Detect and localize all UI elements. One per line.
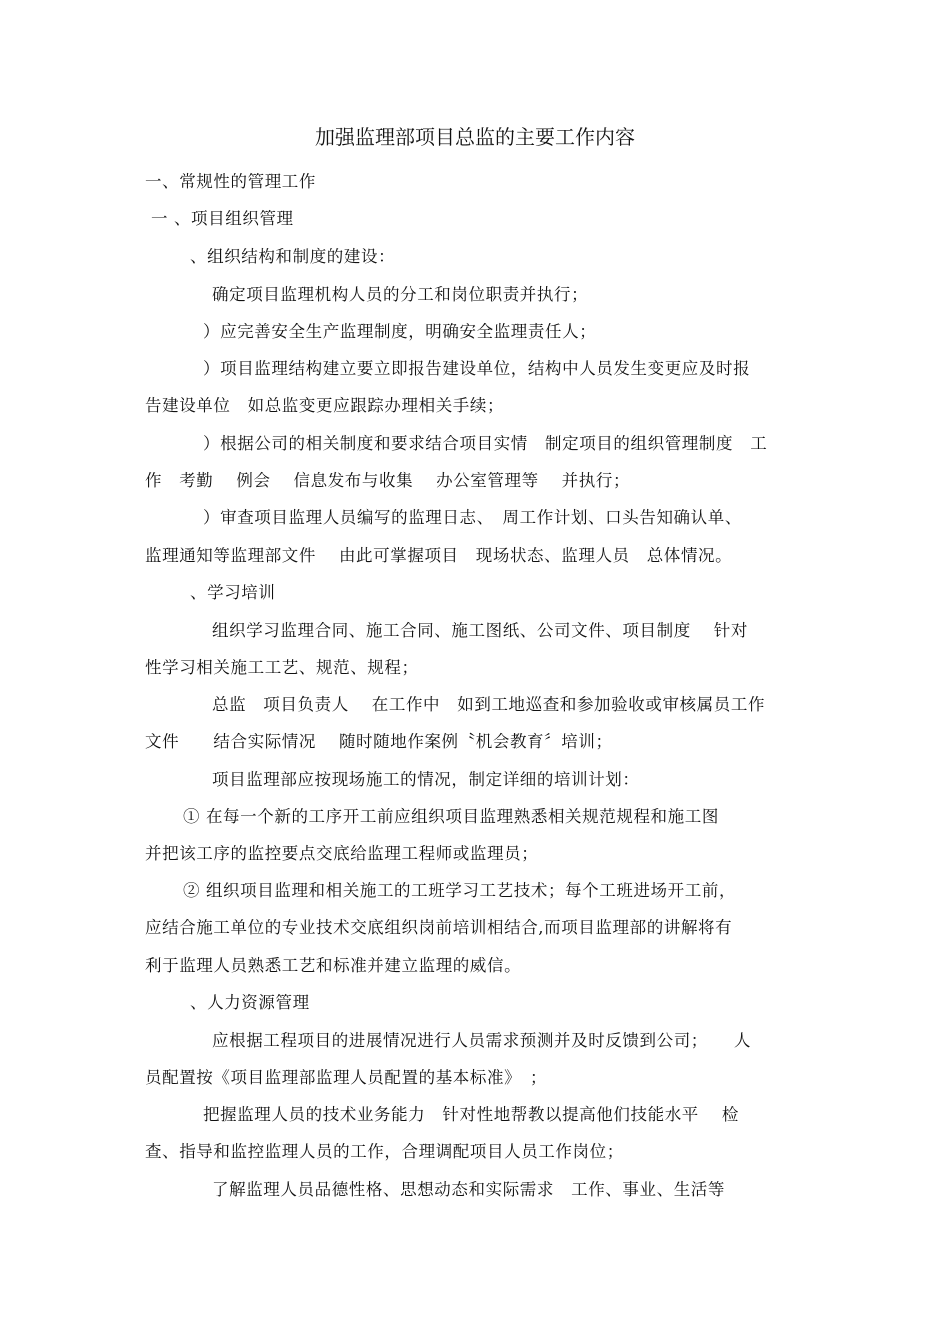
paragraph-line: 应根据工程项目的进展情况进行人员需求预测并及时反馈到公司； 人	[212, 1031, 751, 1050]
paragraph-line: 把握监理人员的技术业务能力 针对性地帮教以提高他们技能水平 检	[203, 1105, 739, 1124]
paragraph-line: ）根据公司的相关制度和要求结合项目实情 制定项目的组织管理制度 工	[203, 434, 768, 453]
list-item: ① 在每一个新的工序开工前应组织项目监理熟悉相关规范规程和施工图	[183, 807, 719, 826]
paragraph-line: 查、指导和监控监理人员的工作，合理调配项目人员工作岗位；	[145, 1142, 624, 1161]
item-heading: 、组织结构和制度的建设：	[190, 247, 396, 266]
section-heading: 一、常规性的管理工作	[145, 172, 316, 191]
paragraph-line: ）项目监理结构建立要立即报告建设单位，结构中人员发生变更应及时报	[203, 359, 751, 378]
document-title: 加强监理部项目总监的主要工作内容	[315, 125, 635, 149]
paragraph-line: 文件 结合实际情况 随时随地作案例〝机会教育〞培训；	[145, 732, 613, 751]
paragraph-line: 利于监理人员熟悉工艺和标准并建立监理的威信。	[145, 956, 522, 975]
paragraph-line: 总监 项目负责人 在工作中 如到工地巡查和参加验收或审核属员工作	[212, 695, 766, 714]
subsection-heading: 一 、项目组织管理	[151, 209, 294, 228]
item-heading: 、人力资源管理	[190, 993, 310, 1012]
paragraph-line: 监理通知等监理部文件 由此可掌握项目 现场状态、监理人员 总体情况。	[145, 546, 733, 565]
paragraph-line: 并把该工序的监控要点交底给监理工程师或监理员；	[145, 844, 539, 863]
paragraph-line: ）审查项目监理人员编写的监理日志、 周工作计划、口头告知确认单、	[203, 508, 742, 527]
item-heading: 、学习培训	[190, 583, 276, 602]
paragraph-line: 组织学习监理合同、施工合同、施工图纸、公司文件、项目制度 针对	[212, 621, 748, 640]
paragraph-line: 了解监理人员品德性格、思想动态和实际需求 工作、事业、生活等	[212, 1180, 725, 1199]
list-item: ② 组织项目监理和相关施工的工班学习工艺技术；每个工班进场开工前，	[183, 881, 737, 900]
paragraph-line: 员配置按《项目监理部监理人员配置的基本标准》 ；	[145, 1068, 548, 1087]
paragraph-line: ）应完善安全生产监理制度，明确安全监理责任人；	[203, 322, 597, 341]
paragraph-line: 确定项目监理机构人员的分工和岗位职责并执行；	[212, 285, 589, 304]
paragraph-line: 应结合施工单位的专业技术交底组织岗前培训相结合,而项目监理部的讲解将有	[145, 918, 733, 937]
paragraph-line: 告建设单位 如总监变更应跟踪办理相关手续；	[145, 396, 505, 415]
paragraph-line: 作 考勤 例会 信息发布与收集 办公室管理等 并执行；	[145, 471, 631, 490]
paragraph-line: 项目监理部应按现场施工的情况，制定详细的培训计划：	[212, 770, 640, 789]
paragraph-line: 性学习相关施工工艺、规范、规程；	[145, 658, 419, 677]
